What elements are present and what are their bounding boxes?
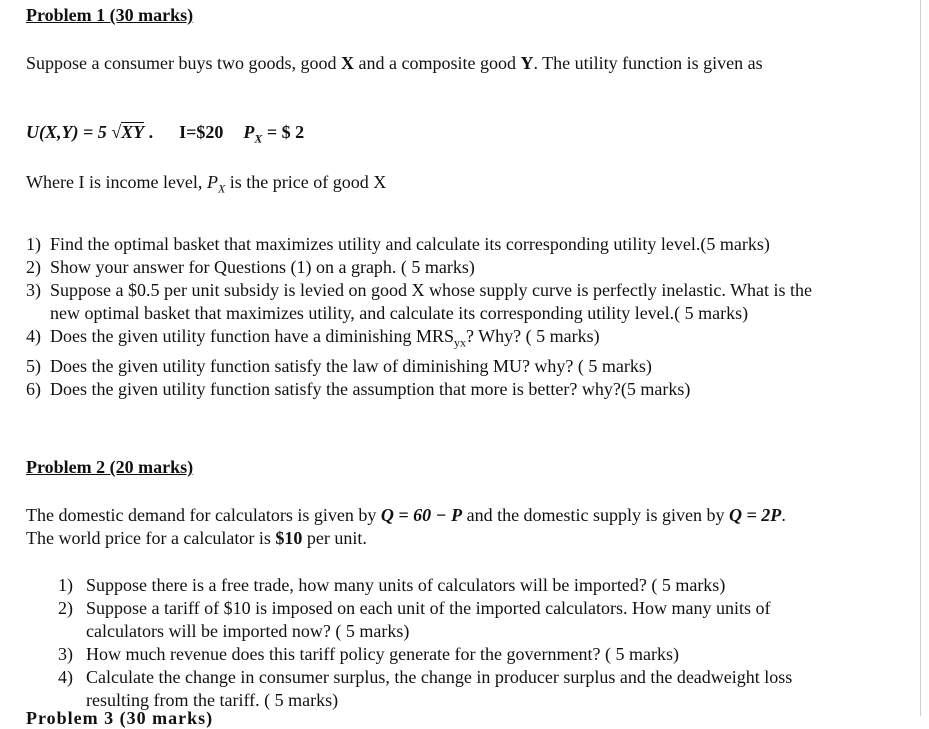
problem-2-intro [26,504,816,550]
item-text: How much revenue does this tariff policy generate for the government? ( 5 marks) [86,644,679,664]
item-text: Suppose a tariff of $10 is imposed on each unit of the imported calculators. How many units of calculators will be imported now? ( 5 marks) [86,598,771,641]
item-text: Show your answer for Questions (1) on a graph. ( 5 marks) [50,257,475,277]
list-item [58,597,803,643]
item-number: 5) [26,355,41,376]
page-edge [920,0,921,716]
intro-text-b: and the domestic supply is given by [462,505,730,525]
item-number: 2) [58,598,73,618]
next-problem-heading-cropped: Problem 3 (30 marks) [26,708,214,728]
item-number: 4) [58,667,73,687]
demand-equation: Q = 60 − P [380,505,463,525]
list-item [26,378,826,401]
good-x: X [340,53,354,73]
price-x-value: = $ 2 [262,122,305,142]
income-value: I=$20 [179,122,224,142]
where-text-b: is the price of good X [225,172,387,192]
where-price-symbol: P [206,172,218,192]
item-number: 1) [26,234,41,254]
item-number: 4) [26,326,41,346]
item-number: 3) [26,280,41,300]
problem-1-questions [26,233,826,401]
where-text-a: Where I is income level, [26,172,207,192]
utility-equation [26,122,304,147]
item-number: 6) [26,378,41,399]
problem-2-questions [58,574,803,712]
item-text: Does the given utility function satisfy the assumption that more is better? why?(5 marks) [50,378,691,399]
sqrt-argument: XY [121,122,145,142]
item-text-rest: ? Why? ( 5 marks) [465,326,600,346]
price-x-subscript: X [254,131,263,146]
list-item [58,643,803,666]
good-y: Y [520,53,534,73]
utility-function: U(X,Y) = 5 √ [26,122,122,142]
problem-1-heading: Problem 1 (30 marks) [26,5,194,25]
list-item [26,256,826,279]
list-item [26,279,826,325]
intro-text-c: . The utility function is given as [533,53,763,73]
item-text: Find the optimal basket that maximizes utility and calculate its corresponding utility level.(5 marks) [50,234,770,254]
list-item [58,574,803,597]
price-x-symbol: P [243,122,255,142]
where-price-subscript: X [217,181,226,196]
world-price: $10 [275,528,303,548]
where-line [26,171,826,201]
item-number: 1) [58,575,73,595]
item-text: Suppose a $0.5 per unit subsidy is levied on good X whose supply curve is perfectly inelastic. What is the new optimal basket that maximizes utility, and calculate its corresponding utility level.( 5 marks) [50,280,813,323]
list-item [58,666,803,712]
list-item [26,355,826,378]
intro-text-a: The domestic demand for calculators is given by [26,505,381,525]
problem-1-intro [26,52,826,75]
list-item [26,233,826,256]
item-text: Does the given utility function satisfy the law of diminishing MU? why? ( 5 marks) [50,355,652,376]
intro-text-d: per unit. [302,528,367,548]
intro-text-c: . The world price for a calculator is [26,505,786,548]
problem-2-heading: Problem 2 (20 marks) [26,457,194,477]
intro-text-b: and a composite good [353,53,521,73]
item-text: Calculate the change in consumer surplus, the change in producer surplus and the deadweight loss resulting from the tariff. ( 5 marks) [86,667,793,710]
eq-dot: . [144,122,154,142]
item-number: 2) [26,257,41,277]
item-text: Does the given utility function have a diminishing MRS [50,326,454,346]
list-item [26,325,826,355]
intro-text-a: Suppose a consumer buys two goods, good [26,53,341,73]
mrs-subscript: yx [453,335,466,350]
item-text: Suppose there is a free trade, how many units of calculators will be imported? ( 5 marks) [86,575,726,595]
item-number: 3) [58,644,73,664]
supply-equation: Q = 2P [729,505,782,525]
